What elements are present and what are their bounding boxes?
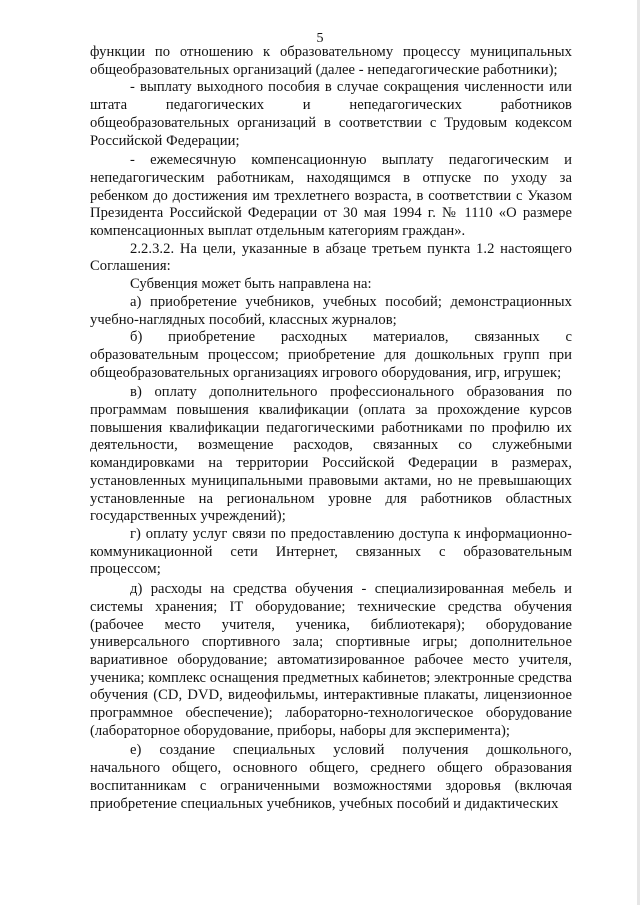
- paragraph-subvention-intro: Субвенция может быть направлена на:: [130, 276, 372, 293]
- paragraph-monthly-compensation: - ежемесячную компенсационную выплату педагогическим и непедагогическим работникам, находящимся в отпуске по уходу за ребенком до достижения им трехлетнего возраста, в соответствии с Указом Президента Российской Федерации от 30 мая 1994 г. № 1110 «О размере компенсационных выплат отдельным категориям граждан».: [90, 152, 572, 240]
- paragraph-item-d: д) расходы на средства обучения - специализированная мебель и системы хранения; IT оборудование; технические средства обучения (рабочее место учителя, ученика, библиотекаря); оборудование универсального спортивного зала; спортивные игры; дополнительное вариативное оборудование; автоматизированное рабочее место учителя, ученика; комплекс оснащения предметных кабинетов; электронные средства обучения (CD, DVD, видеофильмы, интерактивные плакаты, лицензионное программное обеспечение); лабораторно-технологическое оборудование (лабораторное оборудование, приборы, наборы для эксперимента);: [90, 581, 572, 739]
- paragraph-functions-continuation: функции по отношению к образовательному процессу муниципальных общеобразовательных организаций (далее - непедагогические работники);: [90, 44, 572, 78]
- paragraph-item-g: г) оплату услуг связи по предоставлению доступа к информационно-коммуникационной сети Интернет, связанных с образовательным процессом;: [90, 525, 572, 578]
- page-number: 5: [316, 31, 324, 46]
- paragraph-item-e: е) создание специальных условий получения дошкольного, начального общего, основного общего, среднего общего образования воспитанникам с ограниченными возможностями здоровья (включая приобретение специальных учебников, учебных пособий и дидактических: [90, 742, 572, 812]
- paragraph-severance-pay: - выплату выходного пособия в случае сокращения численности или штата педагогических и непедагогических работников общеобразовательных организаций в соответствии с Трудовым кодексом Российской Федерации;: [90, 79, 572, 149]
- paragraph-section-2-2-3-2: 2.2.3.2. На цели, указанные в абзаце третьем пункта 1.2 настоящего Соглашения:: [90, 240, 572, 275]
- paragraph-item-a: а) приобретение учебников, учебных пособий; демонстрационных учебно-наглядных пособий, классных журналов;: [90, 293, 572, 328]
- paragraph-item-b: б) приобретение расходных материалов, связанных с образовательным процессом; приобретение для дошкольных групп при общеобразовательных организациях игрового оборудования, игр, игрушек;: [90, 329, 572, 381]
- paragraph-item-v: в) оплату дополнительного профессионального образования по программам повышения квалификации (оплата за прохождение курсов повышения квалификации педагогическими работниками по профилю их деятельности, возмещение расходов, связанных со служебными командировками на территории Российской Федерации в размерах, установленных муниципальными правовыми актами, но не превышающих установленные на региональном уровне для работников областных государственных учреждений);: [90, 384, 572, 525]
- document-body: [90, 44, 572, 813]
